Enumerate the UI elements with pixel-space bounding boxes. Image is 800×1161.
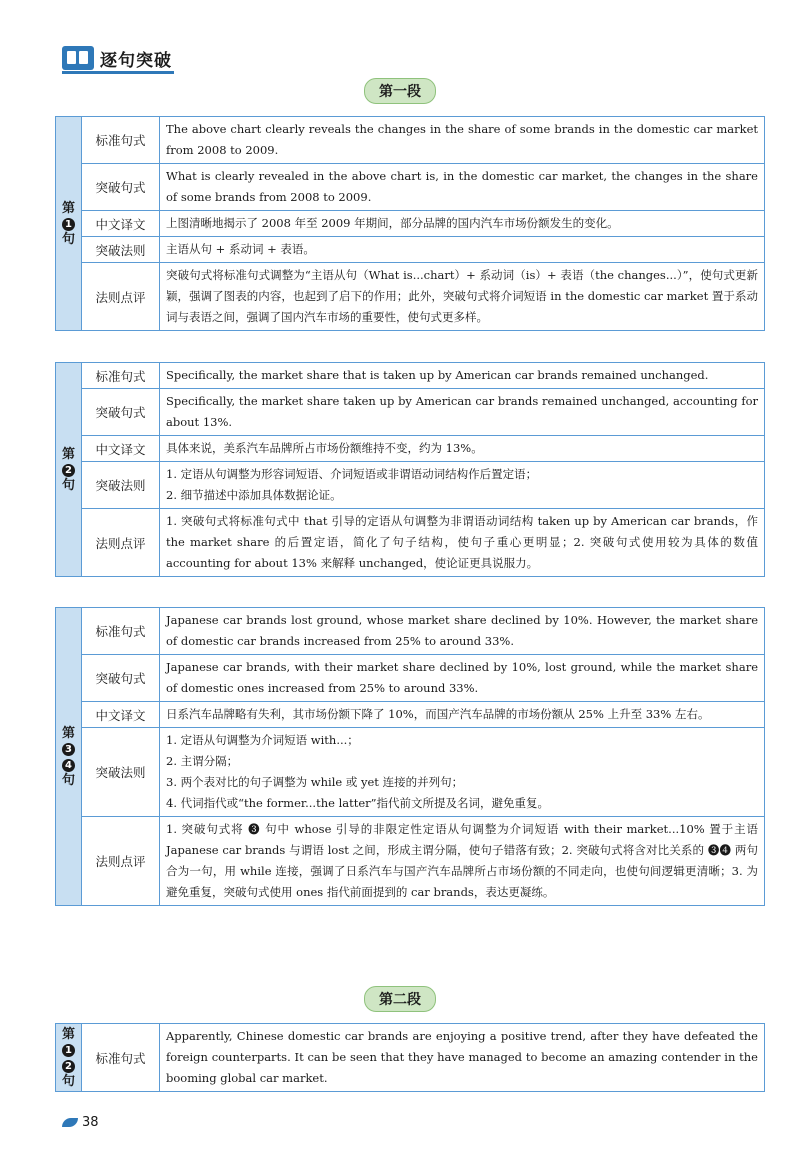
sentence-block-3-4: [55, 607, 765, 906]
row-label: 中文译文: [82, 436, 160, 462]
sentence-label-suffix: 句: [61, 1073, 75, 1089]
row-content: [160, 1024, 765, 1092]
sentence-number-circle: 1: [62, 218, 75, 231]
content-line: Apparently, Chinese domestic car brands are enjoying a positive trend, after they have defeated the foreign counterparts. It can be seen that they have managed to become an amazing contender in the booming global car market.: [166, 1029, 758, 1085]
content-line: Japanese car brands lost ground, whose market share declined by 10%. However, the market share of domestic car brands increased from 25% to around 33%.: [166, 613, 758, 648]
table-row: [56, 263, 765, 331]
sentence-number-label: [56, 363, 82, 577]
sentence-number-label: [56, 117, 82, 331]
sentence-number-circle: 2: [62, 464, 75, 477]
row-label: 标准句式: [82, 363, 160, 389]
sentence-label-suffix: 句: [61, 231, 75, 247]
sentence-label-prefix: 第: [61, 1026, 75, 1042]
sentence-label-suffix: 句: [61, 477, 75, 493]
sentence-number-circle: 3: [62, 743, 75, 756]
row-content: [160, 608, 765, 655]
table-row: [56, 164, 765, 211]
table-row: [56, 728, 765, 817]
sentence-block-p2-1-2: [55, 1023, 765, 1092]
section-title: 第二段: [364, 986, 436, 1012]
page-number: 38: [82, 1115, 99, 1130]
row-label: 中文译文: [82, 211, 160, 237]
book-icon: [62, 46, 94, 70]
table-row: [56, 655, 765, 702]
sentence-number-circle: 4: [62, 759, 75, 772]
row-label: 法则点评: [82, 817, 160, 906]
row-label: 法则点评: [82, 509, 160, 577]
content-line: 4. 代词指代或“the former...the latter”指代前文所提及名词，避免重复。: [166, 796, 550, 810]
table-row: [56, 211, 765, 237]
row-content: [160, 389, 765, 436]
row-content: [160, 237, 765, 263]
section-tag-1: [0, 78, 800, 104]
sentence-number-circle: 1: [62, 1044, 75, 1057]
table-row: [56, 1024, 765, 1092]
row-content: [160, 363, 765, 389]
content-line: 具体来说，美系汽车品牌所占市场份额维持不变，约为 13%。: [166, 441, 483, 455]
content-line: 1. 定语从句调整为形容词短语、介词短语或非谓语动词结构作后置定语；: [166, 467, 538, 481]
sentence-label-prefix: 第: [61, 446, 75, 462]
page-footer: [62, 1115, 99, 1130]
row-label: 标准句式: [82, 608, 160, 655]
header-underline: [62, 71, 174, 74]
sentence-number-circle: 2: [62, 1060, 75, 1073]
row-content: [160, 655, 765, 702]
row-content: [160, 211, 765, 237]
header-title: 逐句突破: [100, 50, 172, 71]
table-row: [56, 608, 765, 655]
leaf-icon: [62, 1118, 78, 1127]
row-label: 标准句式: [82, 1024, 160, 1092]
table-row: [56, 363, 765, 389]
content-line: Specifically, the market share taken up by American car brands remained unchanged, accounting for about 13%.: [166, 394, 758, 429]
sentence-label-prefix: 第: [61, 200, 75, 216]
content-line: 主语从句 + 系动词 + 表语。: [166, 242, 315, 256]
row-label: 突破句式: [82, 164, 160, 211]
row-content: [160, 728, 765, 817]
row-label: 标准句式: [82, 117, 160, 164]
row-content: [160, 117, 765, 164]
sentence-number-label: [56, 608, 82, 906]
content-line: Japanese car brands, with their market share declined by 10%, lost ground, while the market share of domestic ones increased from 25% to around 33%.: [166, 660, 758, 695]
sentence-label-prefix: 第: [61, 725, 75, 741]
content-line: Specifically, the market share that is taken up by American car brands remained unchanged.: [166, 368, 709, 382]
content-line: 1. 定语从句调整为介词短语 with...；: [166, 733, 359, 747]
content-line: 1. 突破句式将标准句式中 that 引导的定语从句调整为非谓语动词结构 taken up by American car brands，作 the market share 的后置定语，简化了句子结构，使句子重心更明显；2. 突破句式使用较为具体的数值 accounting for about 13% 来解释 unchanged，使论证更具说服力。: [166, 514, 758, 570]
table-row: [56, 817, 765, 906]
table-row: [56, 117, 765, 164]
sentence-block-2: [55, 362, 765, 577]
section-header: [62, 44, 172, 72]
row-label: 突破法则: [82, 728, 160, 817]
sentence-number-label: [56, 1024, 82, 1092]
sentence-label-suffix: 句: [61, 772, 75, 788]
row-content: [160, 164, 765, 211]
table-row: [56, 509, 765, 577]
content-line: 2. 细节描述中添加具体数据论证。: [166, 488, 342, 502]
row-label: 突破句式: [82, 389, 160, 436]
row-label: 突破法则: [82, 237, 160, 263]
content-line: 上图清晰地揭示了 2008 年至 2009 年期间，部分品牌的国内汽车市场份额发生的变化。: [166, 216, 619, 230]
row-content: [160, 436, 765, 462]
content-line: 突破句式将标准句式调整为“主语从句（What is...chart）+ 系动词（is）+ 表语（the changes...）”，使句式更新颖，强调了图表的内容，也起到了启下的作用；此外，突破句式将介词短语 in the domestic car market 置于系动词与表语之间，强调了国内汽车市场的重要性，使句式更多样。: [166, 268, 758, 324]
table-row: [56, 462, 765, 509]
sentence-block-1: [55, 116, 765, 331]
content-line: The above chart clearly reveals the changes in the share of some brands in the domestic car market from 2008 to 2009.: [166, 122, 758, 157]
content-line: 3. 两个表对比的句子调整为 while 或 yet 连接的并列句；: [166, 775, 464, 789]
content-line: What is clearly revealed in the above chart is, in the domestic car market, the changes in the share of some brands from 2008 to 2009.: [166, 169, 758, 204]
row-label: 突破句式: [82, 655, 160, 702]
content-line: 2. 主谓分隔；: [166, 754, 239, 768]
row-content: [160, 263, 765, 331]
table-row: [56, 389, 765, 436]
row-label: 中文译文: [82, 702, 160, 728]
row-label: 突破法则: [82, 462, 160, 509]
row-content: [160, 509, 765, 577]
row-label: 法则点评: [82, 263, 160, 331]
section-title: 第一段: [364, 78, 436, 104]
table-row: [56, 237, 765, 263]
table-row: [56, 702, 765, 728]
row-content: [160, 702, 765, 728]
row-content: [160, 462, 765, 509]
row-content: [160, 817, 765, 906]
section-tag-2: [0, 986, 800, 1012]
content-line: 1. 突破句式将 ❸ 句中 whose 引导的非限定性定语从句调整为介词短语 with their market...10% 置于主语 Japanese car brands 与谓语 lost 之间，形成主谓分隔，使句子错落有致；2. 突破句式将含对比关系的 ❸❹ 两句合为一句，用 while 连接，强调了日系汽车与国产汽车品牌所占市场份额的不同走向，也使句间逻辑更清晰；3. 为避免重复，突破句式使用 ones 指代前面提到的 car brands，表达更凝练。: [166, 822, 758, 899]
table-row: [56, 436, 765, 462]
content-line: 日系汽车品牌略有失利，其市场份额下降了 10%，而国产汽车品牌的市场份额从 25% 上升至 33% 左右。: [166, 707, 710, 721]
